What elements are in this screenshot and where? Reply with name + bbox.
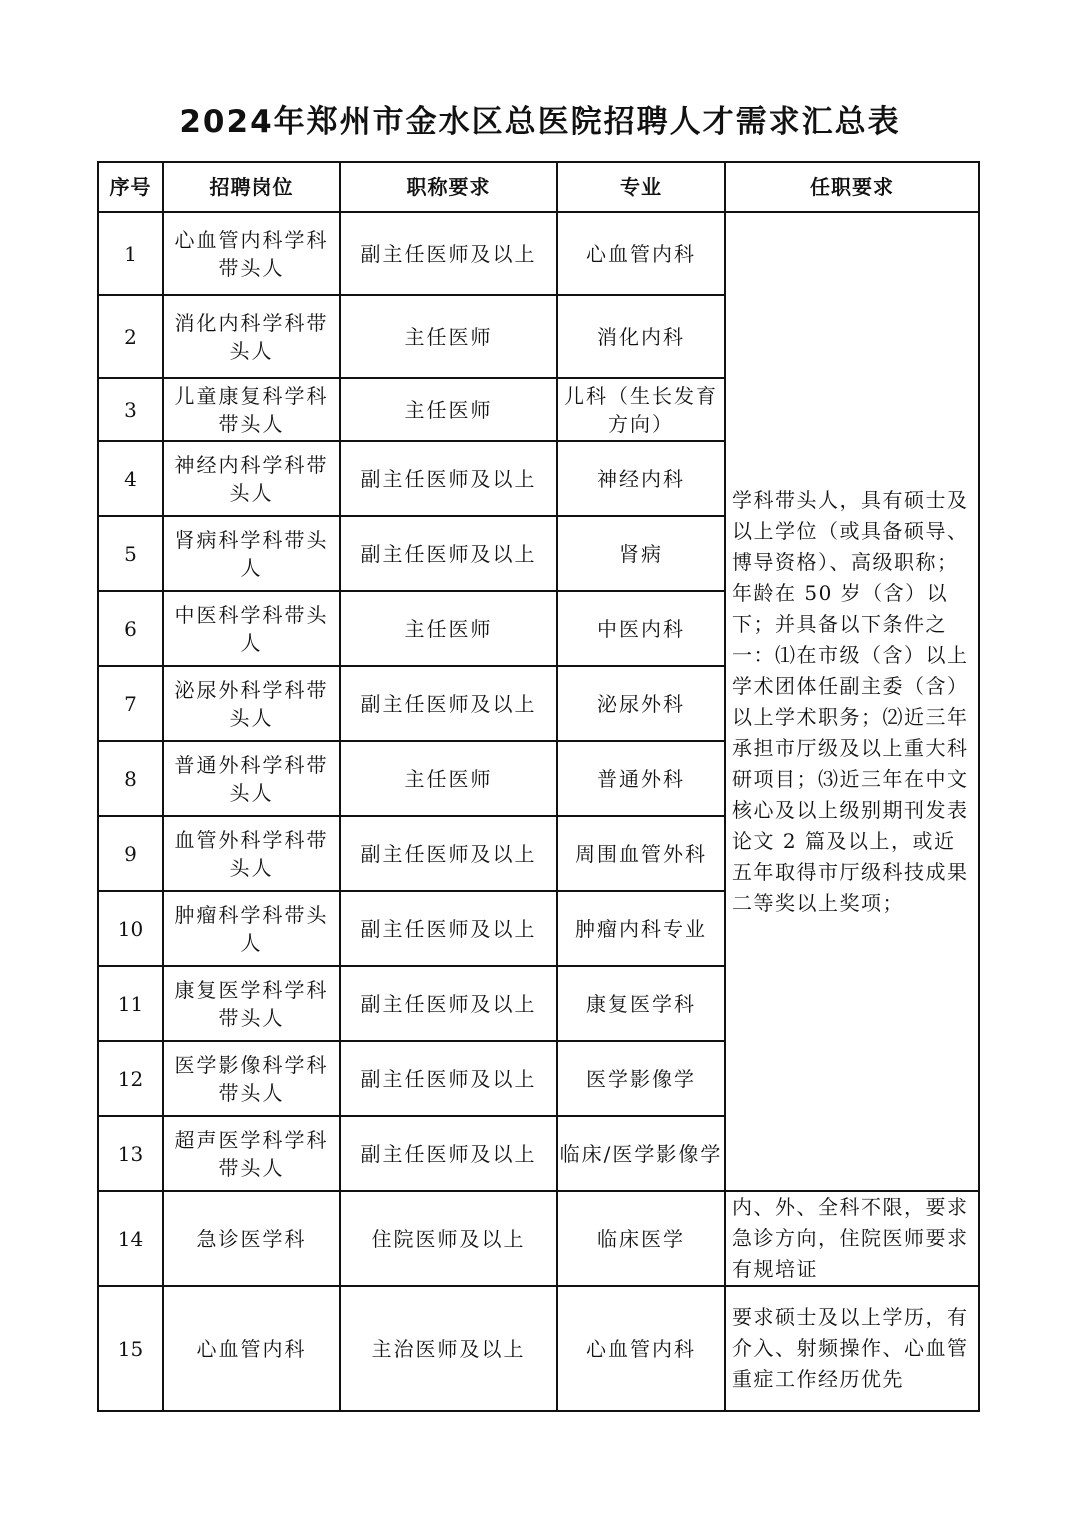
row-no: 7 <box>98 666 163 741</box>
row-major: 泌尿外科 <box>557 666 725 741</box>
row-title-requirement: 主任医师 <box>340 741 557 816</box>
row-position: 消化内科学科带头人 <box>163 295 340 378</box>
row-major: 中医内科 <box>557 591 725 666</box>
row-major: 临床/医学影像学 <box>557 1116 725 1191</box>
row-position: 急诊医学科 <box>163 1191 340 1286</box>
table-row <box>98 1286 979 1411</box>
row-no: 2 <box>98 295 163 378</box>
row-title-requirement: 主治医师及以上 <box>340 1286 557 1411</box>
row-position: 普通外科学科带头人 <box>163 741 340 816</box>
row-major: 康复医学科 <box>557 966 725 1041</box>
row-title-requirement: 副主任医师及以上 <box>340 966 557 1041</box>
row-position: 超声医学科学科带头人 <box>163 1116 340 1191</box>
row-title-requirement: 副主任医师及以上 <box>340 1041 557 1116</box>
row-job-requirement: 内、外、全科不限，要求急诊方向，住院医师要求有规培证 <box>725 1191 979 1286</box>
row-title-requirement: 主任医师 <box>340 378 557 441</box>
row-no: 4 <box>98 441 163 516</box>
row-major: 心血管内科 <box>557 212 725 295</box>
row-no: 14 <box>98 1191 163 1286</box>
row-no: 5 <box>98 516 163 591</box>
row-position: 血管外科学科带头人 <box>163 816 340 891</box>
row-title-requirement: 主任医师 <box>340 591 557 666</box>
row-position: 神经内科学科带头人 <box>163 441 340 516</box>
row-no: 1 <box>98 212 163 295</box>
row-major: 心血管内科 <box>557 1286 725 1411</box>
header-major: 专业 <box>557 162 725 212</box>
table-row <box>98 212 979 295</box>
shared-job-requirement: 学科带头人，具有硕士及以上学位（或具备硕导、博导资格）、高级职称；年龄在 50 岁（含）以下；并具备以下条件之一：⑴在市级（含）以上学术团体任副主委（含）以上学术职务；⑵近三年承担市厅级及以上重大科研项目；⑶近三年在中文核心及以上级别期刊发表论文 2 篇及以上，或近五年取得市厅级科技成果二等奖以上奖项； <box>725 212 979 1191</box>
header-no: 序号 <box>98 162 163 212</box>
row-job-requirement: 要求硕士及以上学历，有介入、射频操作、心血管重症工作经历优先 <box>725 1286 979 1411</box>
row-major: 肾病 <box>557 516 725 591</box>
row-position: 心血管内科学科带头人 <box>163 212 340 295</box>
row-no: 8 <box>98 741 163 816</box>
table-row <box>98 1191 979 1286</box>
row-no: 10 <box>98 891 163 966</box>
row-title-requirement: 副主任医师及以上 <box>340 441 557 516</box>
row-no: 15 <box>98 1286 163 1411</box>
row-position: 肿瘤科学科带头人 <box>163 891 340 966</box>
row-position: 康复医学科学科带头人 <box>163 966 340 1041</box>
row-no: 11 <box>98 966 163 1041</box>
row-major: 肿瘤内科专业 <box>557 891 725 966</box>
row-major: 临床医学 <box>557 1191 725 1286</box>
row-major: 普通外科 <box>557 741 725 816</box>
header-title-requirement: 职称要求 <box>340 162 557 212</box>
row-title-requirement: 副主任医师及以上 <box>340 816 557 891</box>
row-title-requirement: 住院医师及以上 <box>340 1191 557 1286</box>
row-major: 消化内科 <box>557 295 725 378</box>
row-position: 心血管内科 <box>163 1286 340 1411</box>
row-no: 9 <box>98 816 163 891</box>
document-title: 2024年郑州市金水区总医院招聘人才需求汇总表 <box>179 104 901 140</box>
row-major: 儿科（生长发育方向） <box>557 378 725 441</box>
row-no: 13 <box>98 1116 163 1191</box>
row-title-requirement: 副主任医师及以上 <box>340 1116 557 1191</box>
row-title-requirement: 副主任医师及以上 <box>340 516 557 591</box>
row-position: 儿童康复科学科带头人 <box>163 378 340 441</box>
recruitment-table <box>97 161 980 1412</box>
row-title-requirement: 副主任医师及以上 <box>340 666 557 741</box>
row-position: 泌尿外科学科带头人 <box>163 666 340 741</box>
header-job-requirement: 任职要求 <box>725 162 979 212</box>
header-position: 招聘岗位 <box>163 162 340 212</box>
row-no: 12 <box>98 1041 163 1116</box>
row-major: 医学影像学 <box>557 1041 725 1116</box>
row-no: 6 <box>98 591 163 666</box>
row-title-requirement: 主任医师 <box>340 295 557 378</box>
row-major: 神经内科 <box>557 441 725 516</box>
row-no: 3 <box>98 378 163 441</box>
row-position: 肾病科学科带头人 <box>163 516 340 591</box>
row-major: 周围血管外科 <box>557 816 725 891</box>
row-title-requirement: 副主任医师及以上 <box>340 891 557 966</box>
row-position: 医学影像科学科带头人 <box>163 1041 340 1116</box>
table-header-row <box>98 162 979 212</box>
row-title-requirement: 副主任医师及以上 <box>340 212 557 295</box>
row-position: 中医科学科带头人 <box>163 591 340 666</box>
